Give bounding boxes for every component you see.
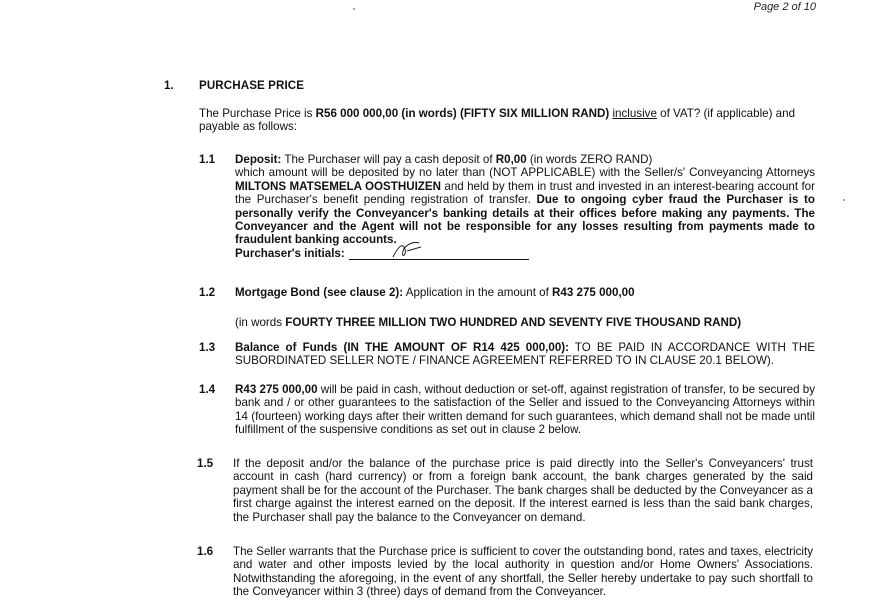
clause-text: The Seller warrants that the Purchase price is sufficient to cover the outstanding bond, rates and taxes, electricity and water and other imposts levied by the local authority in question and/or Home Owners' Associations. Notwithstanding the aforegoing, in the event of any shortfall, the Seller hereby undertake to pay such shortfall to the Conveyancer within 3 (three) days of demand from the Conveyancer. xyxy=(233,545,813,599)
page-number: Page 2 of 10 xyxy=(753,1,816,13)
scan-speck xyxy=(843,199,845,201)
clause-text: The Purchaser will pay a cash deposit of xyxy=(281,153,496,166)
initials-signature-mark xyxy=(389,239,429,261)
clause-text: TO BE PAID IN ACCORDANCE WITH THE SUBORDINATED SELLER NOTE / FINANCE AGREEMENT REFERRED TO IN CLAUSE 20.1 BELOW). xyxy=(235,341,815,368)
cash-amount: R43 275 000,00 xyxy=(235,383,318,396)
intro-paragraph xyxy=(199,107,804,134)
section-number: 1. xyxy=(164,79,174,92)
clause-number-1-4: 1.4 xyxy=(199,383,216,396)
scan-speck xyxy=(353,8,355,10)
attorneys-name: MILTONS MATSEMELA OOSTHUIZEN xyxy=(235,179,441,193)
clause-text: Application in the amount of xyxy=(403,286,553,299)
mortgage-bond-label: Mortgage Bond (see clause 2): xyxy=(235,286,404,299)
clause-number-1-6: 1.6 xyxy=(197,545,214,558)
intro-text: of VAT? (if applicable) and payable as follows: xyxy=(199,107,796,134)
mortgage-bond-words: FOURTY THREE MILLION TWO HUNDRED AND SEVENTY FIVE THOUSAND RAND) xyxy=(285,316,742,330)
clause-1-3 xyxy=(235,341,815,368)
clause-1-2 xyxy=(235,286,815,330)
initials-signature-line xyxy=(349,247,529,260)
clause-1-6 xyxy=(233,545,813,599)
clause-text: which amount will be deposited by no later than (NOT APPLICABLE) with the Seller/s' Conveyancing Attorneys xyxy=(235,166,815,180)
clause-text: will be paid in cash, without deduction or set-off, against registration of transfer, to be secured by bank and / or other guarantees to the satisfaction of the Seller and issued to the Conveyancing Attorneys within 14 (fourteen) working days after their written demand for such guarantees, which demand shall not be made until fulfillment of the suspensive conditions as set out in clause 2 below. xyxy=(235,383,816,437)
balance-of-funds-label: Balance of Funds (IN THE AMOUNT OF R14 425 000,00): xyxy=(235,341,569,354)
clause-1-5 xyxy=(233,457,813,524)
clause-number-1-3: 1.3 xyxy=(199,341,216,354)
deposit-label: Deposit: xyxy=(235,153,282,166)
cyber-fraud-warning: Due to ongoing cyber fraud the Purchaser is to personally verify the Conveyancer's banking details at their offices before making any payments. The Conveyancer and the Agent will not be responsible for any losses resulting from payments made to fraudulent banking accounts. xyxy=(235,193,815,247)
inclusive-text: inclusive xyxy=(612,107,657,120)
clause-1-1 xyxy=(235,153,815,260)
deposit-amount: R0,00 xyxy=(495,153,527,166)
purchaser-initials-label: Purchaser's initials: xyxy=(235,246,345,260)
clause-text: If the deposit and/or the balance of the purchase price is paid directly into the Seller's Conveyancers' trust account in cash (hard currency) or from a foreign bank account, the bank charges generated by the said payment shall be for the account of the Purchaser. The bank charges shall be deducted by the Conveyancer as a first charge against the interest earned on the deposit. If the interest earned is less than the said bank charges, the Purchaser shall pay the balance to the Conveyancer on demand. xyxy=(233,457,813,524)
clause-text: and held by them in trust and invested in an interest-bearing account for the Purchaser's benefit pending registration of transfer. xyxy=(235,179,815,207)
section-title: PURCHASE PRICE xyxy=(199,79,305,92)
clause-text: (in words ZERO RAND) xyxy=(526,153,653,166)
purchase-price-amount: R56 000 000,00 (in words) (FIFTY SIX MILLION RAND) xyxy=(315,107,610,120)
clause-text: (in words xyxy=(235,316,286,330)
clause-1-4 xyxy=(235,383,815,437)
clause-number-1-1: 1.1 xyxy=(199,153,216,166)
mortgage-bond-amount: R43 275 000,00 xyxy=(552,286,635,299)
clause-number-1-5: 1.5 xyxy=(197,457,214,470)
intro-text: The Purchase Price is xyxy=(199,107,316,120)
clause-number-1-2: 1.2 xyxy=(199,286,216,299)
